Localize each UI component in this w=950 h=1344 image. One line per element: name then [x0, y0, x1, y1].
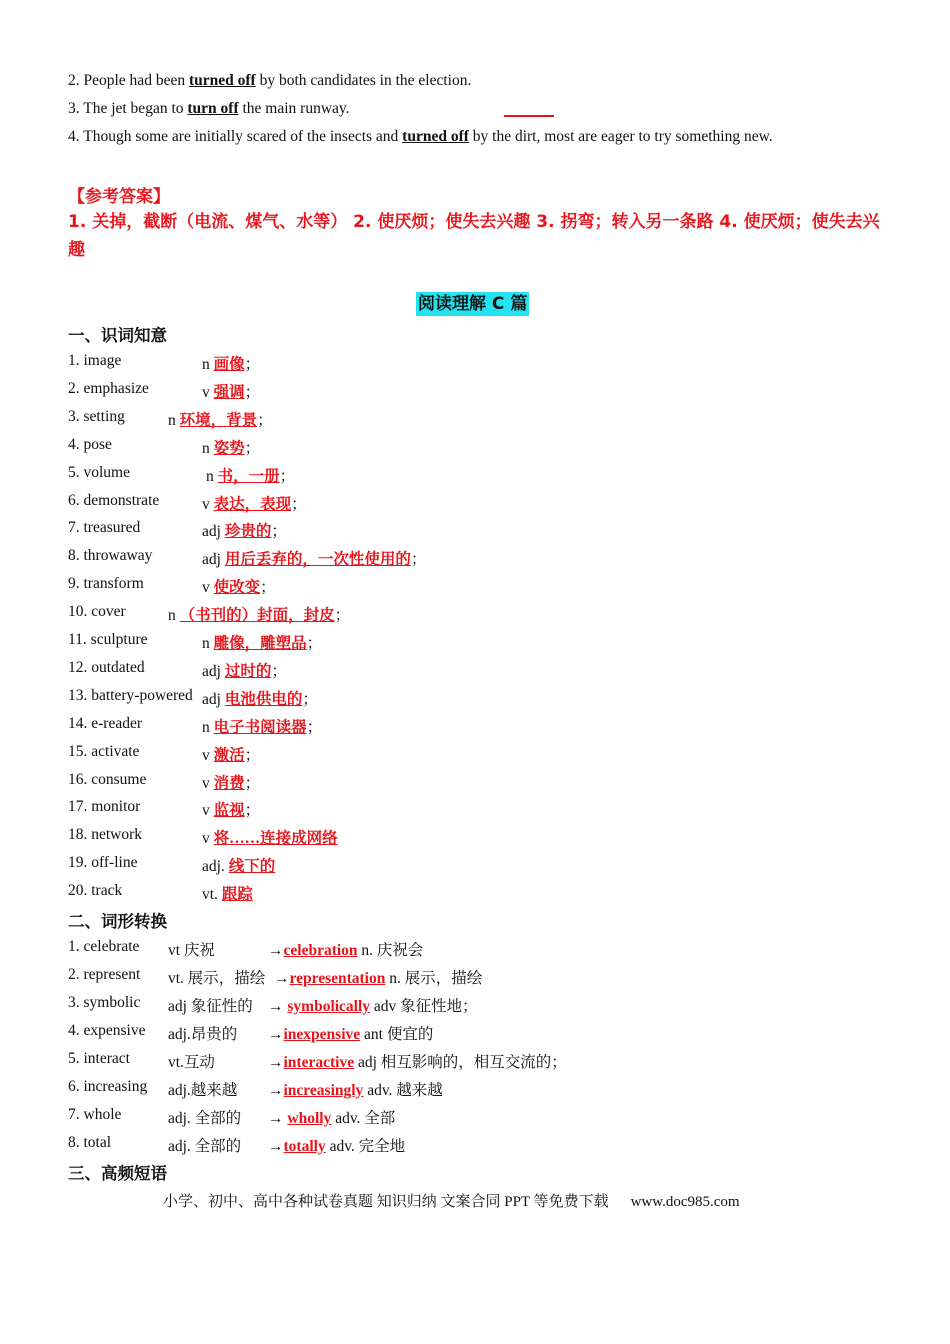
vocab-word: 13. battery-powered [68, 686, 193, 704]
sentence-text: 2. People had been [68, 72, 189, 89]
conversion-result [268, 994, 478, 1016]
sentence-text: 4. Though some are initially scared of the insects and [68, 128, 403, 145]
meaning-answer: 跟踪 [221, 886, 253, 904]
punctuation: ； [279, 467, 296, 485]
derived-gloss: adj 相互影响的，相互交流的； [354, 1054, 567, 1071]
derived-word-answer: interactive [283, 1054, 355, 1071]
part-of-speech: vt. [202, 886, 218, 904]
punctuation: ； [271, 662, 287, 680]
punctuation: ； [244, 802, 261, 820]
derived-word-answer: inexpensive [283, 1026, 361, 1043]
part-of-speech: v [202, 383, 210, 401]
meaning-answer: 线下的 [228, 858, 276, 876]
arrow-icon: → [274, 970, 290, 987]
phrase-highlight: turn off [187, 100, 239, 117]
base-gloss: adj. 全部的 [168, 1110, 242, 1127]
meaning-answer: 环境，背景 [179, 411, 258, 429]
vocab-word: 3. setting [68, 407, 125, 425]
part-of-speech: n [202, 356, 210, 373]
vocab-definition [202, 352, 260, 374]
part-of-speech: adj [202, 551, 221, 569]
vocab-definition [202, 826, 338, 848]
base-word: 2. represent [68, 966, 141, 983]
phrase-highlight: turned off [188, 72, 256, 89]
arrow-icon: → [268, 1138, 284, 1155]
meaning-answer: 珍贵的 [224, 523, 272, 541]
vocab-word: 12. outdated [68, 658, 145, 676]
base-word: 7. whole [68, 1106, 122, 1123]
part-of-speech: n [168, 607, 176, 625]
vocab-definition [202, 798, 260, 820]
vocab-definition [202, 631, 322, 653]
punctuation: ； [410, 551, 427, 569]
derived-word-answer: wholly [287, 1110, 332, 1127]
vocab-word: 4. pose [68, 435, 112, 453]
base-gloss: adj.昂贵的 [168, 1026, 238, 1043]
vocab-word: 19. off-line [68, 854, 138, 872]
vocab-definition [202, 687, 318, 709]
vocab-item [68, 770, 261, 792]
meaning-answer: 书，一册 [217, 467, 280, 485]
meaning-answer: 画像 [213, 356, 245, 373]
base-word: 8. total [68, 1134, 112, 1151]
vocab-definition [202, 659, 287, 681]
conversion-result [268, 1134, 405, 1156]
part-of-speech: n [202, 439, 210, 457]
part-of-speech: n [202, 635, 210, 652]
vocab-word: 17. monitor [68, 798, 141, 816]
punctuation: ； [291, 495, 307, 513]
conversion-result [268, 1078, 443, 1100]
vocab-definition [202, 882, 253, 904]
vocab-word: 10. cover [68, 603, 126, 621]
footer-site: www.doc985.com [630, 1194, 740, 1210]
vocab-item [68, 882, 253, 904]
arrow-icon: → [268, 1026, 284, 1043]
derived-word-answer: representation [289, 970, 386, 987]
derived-word-answer: symbolically [287, 998, 371, 1015]
vocab-word: 14. e-reader [68, 714, 143, 732]
meaning-answer: 表达，表现 [213, 495, 292, 513]
arrow-icon: → [268, 1110, 288, 1127]
meaning-answer: 雕像，雕塑品 [213, 635, 307, 652]
vocab-item [68, 519, 287, 541]
conversion-result [268, 1106, 395, 1128]
meaning-answer: 过时的 [224, 662, 272, 680]
part-of-speech: n [168, 411, 176, 429]
vocab-definition [202, 854, 275, 876]
meaning-answer: 激活 [213, 746, 245, 764]
vocab-item [68, 407, 273, 429]
vocab-word: 11. sculpture [68, 631, 148, 648]
vocab-item [68, 463, 296, 485]
vocab-word: 9. transform [68, 575, 144, 593]
sentence-text: the main runway. [238, 100, 350, 117]
part-of-speech: n [202, 718, 210, 736]
punctuation: ； [302, 690, 318, 708]
base-gloss: adj.越来越 [168, 1082, 238, 1099]
part3-heading: 三、高频短语 [68, 1164, 167, 1183]
part-of-speech: adj. [202, 858, 225, 876]
vocab-definition [202, 492, 307, 514]
vocab-item [68, 491, 307, 513]
part-of-speech: v [202, 579, 210, 597]
phrase-highlight: turned off [402, 128, 469, 145]
meaning-answer: 监视 [213, 802, 245, 820]
vocab-definition [202, 575, 276, 597]
vocab-word: 16. consume [68, 770, 147, 788]
vocab-definition [202, 771, 260, 793]
meaning-answer: 姿势 [213, 439, 245, 457]
vocab-item [68, 547, 427, 569]
section-title: 阅读理解 C 篇 [418, 294, 528, 314]
punctuation: ； [334, 607, 351, 625]
vocab-word: 2. emphasize [68, 379, 149, 397]
arrow-icon: → [268, 1054, 284, 1071]
derived-word-answer: increasingly [283, 1082, 364, 1099]
base-gloss: adj 象征性的 [168, 998, 253, 1015]
base-word: 5. interact [68, 1050, 130, 1067]
base-word: 1. celebrate [68, 938, 140, 955]
meaning-answer: 电池供电的 [224, 690, 303, 708]
vocab-word: 8. throwaway [68, 547, 153, 565]
meaning-answer: 电子书阅读器 [213, 718, 307, 736]
vocab-word: 20. track [68, 882, 123, 900]
derived-gloss: adv. 完全地 [325, 1138, 406, 1155]
vocab-definition [202, 743, 260, 765]
meaning-answer: 使改变 [213, 579, 261, 597]
arrow-icon: → [268, 998, 288, 1015]
punctuation: ； [271, 523, 287, 541]
vocab-definition [168, 408, 273, 430]
part-of-speech: v [202, 774, 210, 792]
part-of-speech: v [202, 495, 210, 513]
vocab-item [68, 435, 261, 457]
vocab-item [68, 854, 276, 876]
example-sentence [68, 128, 773, 146]
vocab-item [68, 603, 351, 625]
base-word: 4. expensive [68, 1022, 146, 1039]
part-of-speech: v [202, 830, 210, 848]
sentence-text: by both candidates in the election. [255, 72, 472, 89]
vocab-word: 15. activate [68, 742, 140, 760]
conversion-result [268, 1022, 433, 1044]
vocab-definition [202, 547, 426, 569]
meaning-answer: 将……连接成网络 [213, 830, 338, 848]
punctuation: ； [244, 746, 261, 764]
vocab-item [68, 631, 323, 652]
meaning-answer: 强调 [213, 383, 245, 401]
derived-gloss: n. 庆祝会 [357, 942, 424, 959]
base-word: 3. symbolic [68, 994, 141, 1011]
vocab-definition [202, 380, 260, 402]
meaning-answer: 用后丢弃的，一次性使用的 [224, 551, 411, 569]
punctuation: ； [244, 383, 261, 401]
punctuation: ； [257, 411, 273, 429]
vocab-item [68, 798, 261, 820]
punctuation: ； [260, 579, 276, 597]
arrow-icon: → [268, 942, 284, 959]
punctuation: ； [244, 439, 261, 457]
derived-gloss: n. 展示，描绘 [385, 970, 483, 987]
vocab-item [68, 658, 287, 680]
sentence-text: by the dirt, most are eager to try something new. [468, 128, 773, 145]
derived-word-answer: celebration [283, 942, 358, 959]
base-gloss: vt. 展示，描绘 [168, 970, 266, 987]
vocab-word: 1. image [68, 352, 122, 369]
arrow-icon: → [268, 1082, 284, 1099]
base-gloss: vt.互动 [168, 1054, 215, 1071]
vocab-item [68, 575, 276, 597]
punctuation: ； [244, 356, 261, 373]
vocab-word: 6. demonstrate [68, 491, 160, 509]
example-sentence [68, 72, 471, 90]
vocab-word: 7. treasured [68, 519, 141, 537]
vocab-definition [168, 603, 350, 625]
vocab-item [68, 352, 261, 373]
vocab-definition [202, 715, 322, 737]
vocab-item [68, 826, 338, 848]
part-of-speech: v [202, 746, 210, 764]
derived-gloss: adv. 越来越 [363, 1082, 443, 1099]
vocab-item [68, 742, 261, 764]
vocab-definition [202, 519, 287, 541]
base-gloss: vt 庆祝 [168, 942, 215, 959]
vocab-word: 5. volume [68, 463, 130, 481]
vocab-item [68, 686, 318, 708]
conversion-result [274, 966, 482, 988]
part2-heading: 二、词形转换 [68, 912, 167, 931]
vocab-definition [206, 464, 295, 486]
punctuation: ； [244, 774, 261, 792]
vocab-definition [202, 436, 260, 458]
meaning-answer: 消费 [213, 774, 245, 792]
answer-body: 1. 关掉，截断（电流、煤气、水等） 2. 使厌烦；使失去兴趣 3. 拐弯；转入另一条路 4. 使厌烦；使失去兴趣 [68, 212, 880, 260]
answer-blank [504, 115, 554, 117]
meaning-answer: （书刊的）封面，封皮 [179, 607, 335, 625]
conversion-result [268, 1050, 567, 1072]
part1-heading: 一、识词知意 [68, 326, 167, 345]
derived-gloss: ant 便宜的 [360, 1026, 434, 1043]
sentence-text: 3. The jet began to [68, 100, 188, 117]
answer-heading: 【参考答案】 [68, 187, 170, 207]
part-of-speech: adj [202, 662, 221, 680]
conversion-result [268, 938, 423, 960]
footer-text: 小学、初中、高中各种试卷真题 知识归纳 文案合同 PPT 等免费下载 [163, 1194, 609, 1210]
vocab-item [68, 714, 323, 736]
base-gloss: adj. 全部的 [168, 1138, 242, 1155]
punctuation: ； [306, 718, 323, 736]
part-of-speech: adj [202, 523, 221, 541]
vocab-item [68, 379, 261, 401]
derived-word-answer: totally [283, 1138, 326, 1155]
part-of-speech: n [206, 467, 214, 485]
punctuation: ； [306, 635, 323, 652]
vocab-word: 18. network [68, 826, 143, 844]
example-sentence [68, 100, 350, 118]
derived-gloss: adv. 全部 [331, 1110, 396, 1127]
part-of-speech: adj [202, 690, 221, 708]
footer [163, 1190, 740, 1211]
base-word: 6. increasing [68, 1078, 148, 1095]
part-of-speech: v [202, 802, 210, 820]
derived-gloss: adv 象征性地； [370, 998, 478, 1015]
